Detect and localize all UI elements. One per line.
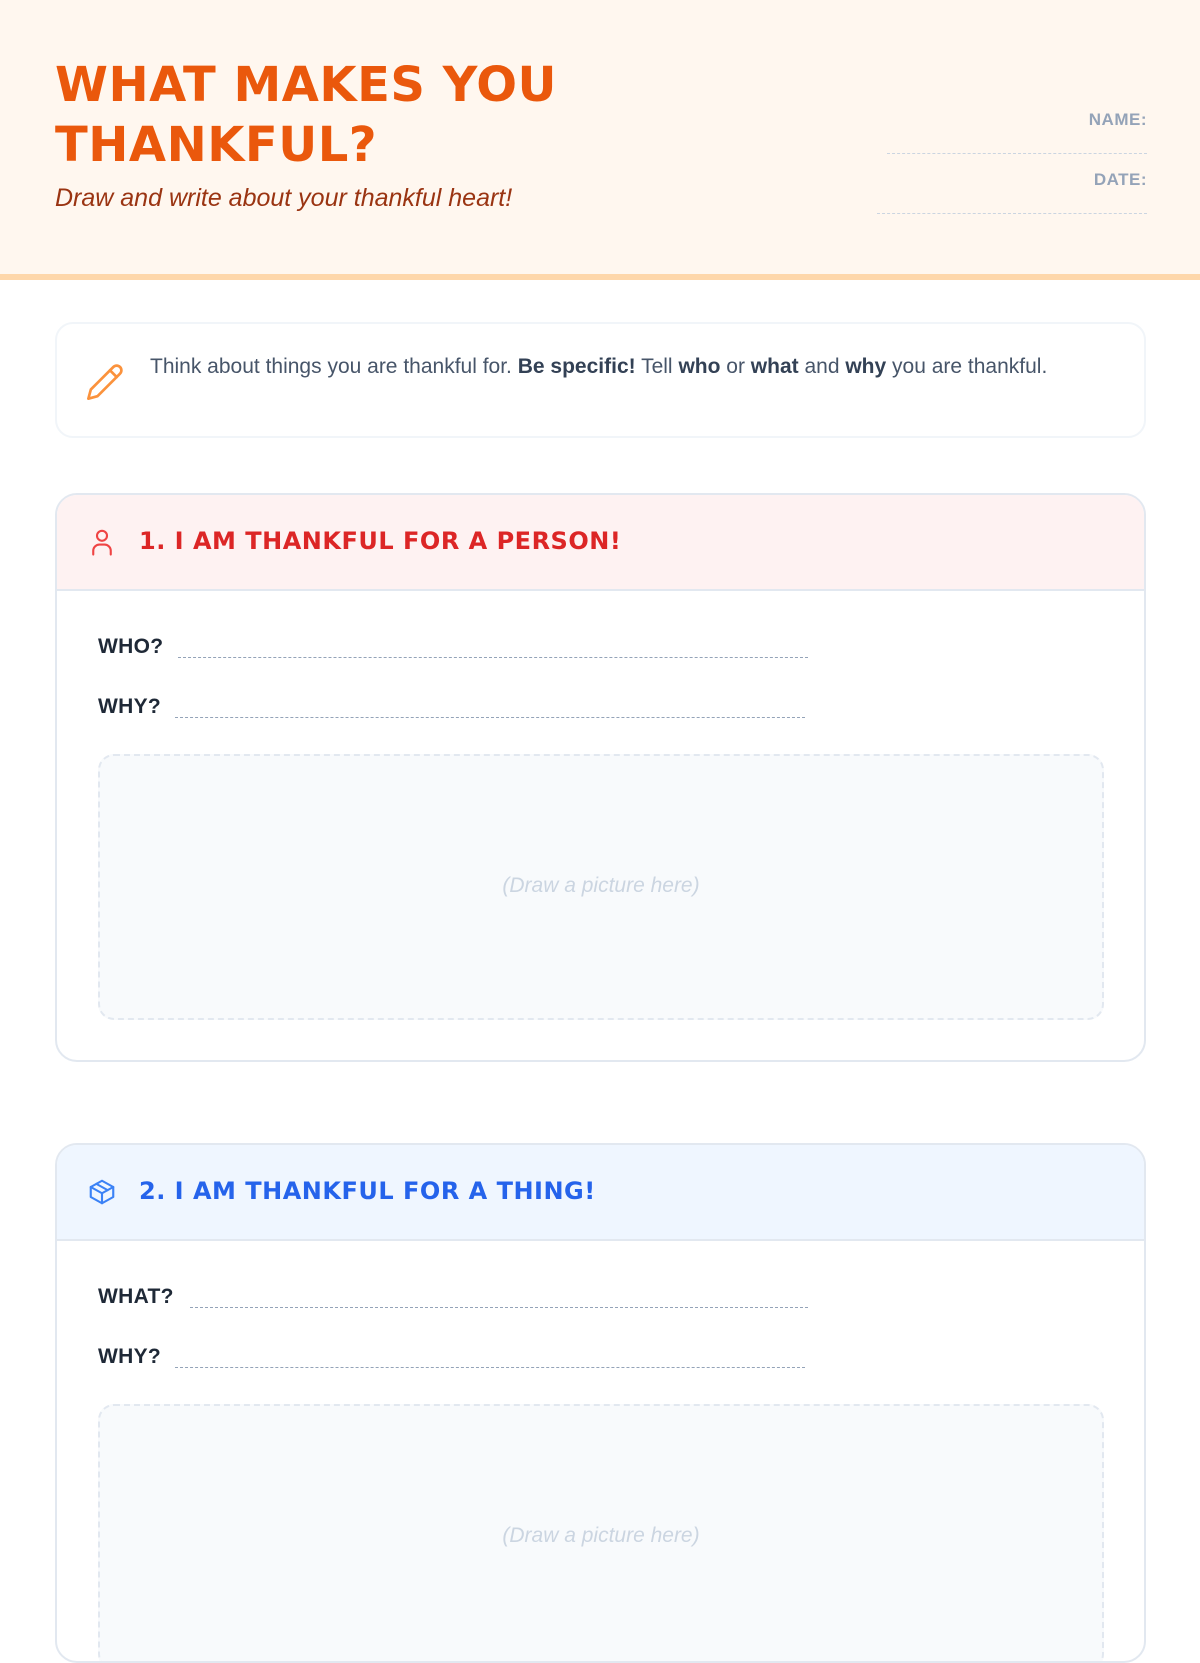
what-field[interactable] bbox=[98, 1285, 174, 1315]
why-field-person[interactable] bbox=[98, 695, 161, 725]
section-thing-title: 2. I AM THANKFUL FOR A THING! bbox=[139, 1177, 596, 1205]
box-icon bbox=[87, 1177, 117, 1212]
draw-hint: (Draw a picture here) bbox=[502, 1524, 700, 1547]
name-label: NAME: bbox=[1088, 110, 1147, 129]
pencil-icon bbox=[85, 362, 125, 407]
why-label: WHY? bbox=[98, 695, 162, 718]
what-line[interactable] bbox=[190, 1307, 808, 1308]
who-field[interactable] bbox=[98, 635, 163, 665]
worksheet-header bbox=[0, 0, 1200, 280]
what-label: WHAT? bbox=[98, 1285, 174, 1308]
section-person bbox=[55, 493, 1146, 1062]
section-thing bbox=[55, 1143, 1146, 1663]
section-person-header bbox=[57, 495, 1144, 591]
why-label: WHY? bbox=[98, 1345, 162, 1368]
page-subtitle: Draw and write about your thankful heart! bbox=[55, 184, 513, 212]
date-label: DATE: bbox=[1093, 170, 1147, 189]
section-person-title: 1. I AM THANKFUL FOR A PERSON! bbox=[139, 527, 622, 555]
why-line[interactable] bbox=[175, 717, 805, 718]
draw-area-person[interactable] bbox=[98, 754, 1104, 1020]
who-label: WHO? bbox=[98, 635, 164, 658]
section-thing-header bbox=[57, 1145, 1144, 1241]
draw-area-thing[interactable] bbox=[98, 1404, 1104, 1663]
instruction-box bbox=[55, 322, 1146, 438]
date-line[interactable] bbox=[877, 213, 1147, 214]
person-icon bbox=[87, 527, 117, 562]
who-line[interactable] bbox=[178, 657, 808, 658]
why-field-thing[interactable] bbox=[98, 1345, 161, 1375]
instruction-text: Think about things you are thankful for. Be specific! Tell who or what and why you are thankful. bbox=[150, 355, 1048, 378]
why-line[interactable] bbox=[175, 1367, 805, 1368]
name-line[interactable] bbox=[887, 153, 1147, 154]
draw-hint: (Draw a picture here) bbox=[502, 874, 700, 897]
page-title: WHAT MAKES YOU THANKFUL? bbox=[55, 57, 557, 173]
